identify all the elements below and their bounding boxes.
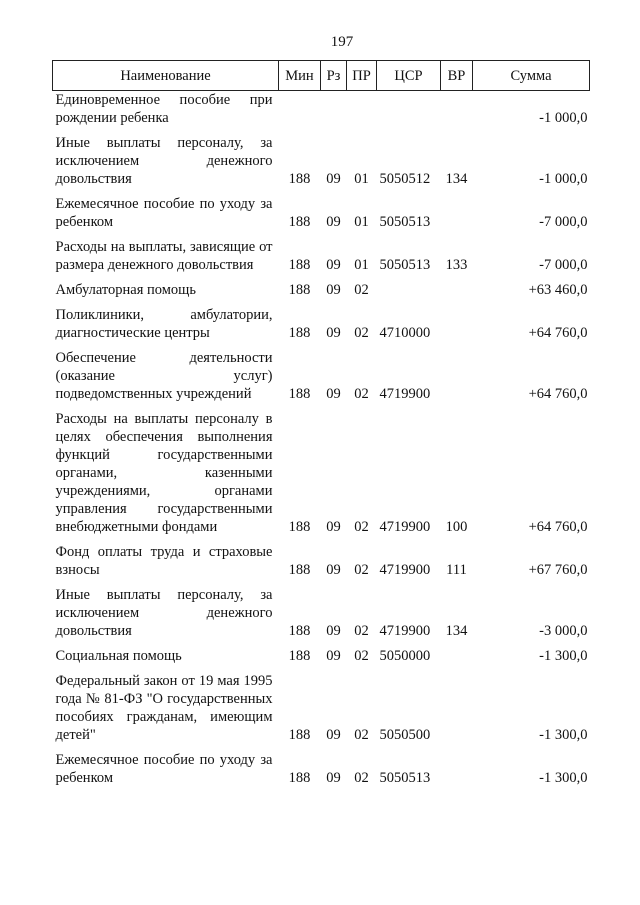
cell-csr: 5050513 [379, 257, 431, 273]
cell-rz: 09 [326, 519, 341, 535]
cell-rz: 09 [326, 282, 341, 298]
cell-sum: -7 000,0 [539, 214, 588, 230]
cell-vr [441, 744, 473, 787]
cell-csr: 4719900 [379, 562, 431, 578]
cell-vr [441, 188, 473, 231]
cell-vr: 134 [445, 171, 468, 187]
cell-pr: 02 [354, 648, 369, 664]
cell-vr [441, 665, 473, 744]
cell-min: 188 [288, 648, 311, 664]
cell-pr: 02 [354, 386, 369, 402]
budget-table [52, 60, 590, 787]
cell-csr: 5050000 [379, 648, 431, 664]
cell-rz: 09 [326, 562, 341, 578]
cell-min: 188 [288, 623, 311, 639]
cell-sum: +63 460,0 [528, 282, 588, 298]
cell-pr: 02 [354, 325, 369, 341]
table-row [53, 274, 590, 299]
cell-sum: +67 760,0 [528, 562, 588, 578]
cell-pr: 02 [354, 623, 369, 639]
cell-sum: -1 300,0 [539, 727, 588, 743]
cell-name: Федеральный закон от 19 мая 1995 года № 81-ФЗ "О государственных пособиях гражданам, имеющим детей" [55, 673, 273, 743]
header-csr: ЦСР [377, 61, 441, 91]
cell-pr [347, 91, 377, 128]
cell-sum: -1 000,0 [539, 171, 588, 187]
cell-csr: 4719900 [379, 386, 431, 402]
cell-vr: 111 [446, 562, 467, 578]
table-row [53, 744, 590, 787]
cell-vr [441, 342, 473, 403]
cell-name: Иные выплаты персоналу, за исключением денежного довольствия [55, 135, 273, 187]
cell-vr [441, 640, 473, 665]
cell-sum: +64 760,0 [528, 519, 588, 535]
table-row [53, 640, 590, 665]
table-header [53, 61, 590, 91]
cell-rz: 09 [326, 171, 341, 187]
cell-sum: +64 760,0 [528, 386, 588, 402]
cell-min: 188 [288, 257, 311, 273]
cell-rz [321, 91, 347, 128]
cell-rz: 09 [326, 648, 341, 664]
cell-csr [377, 274, 441, 299]
cell-name: Единовременное пособие при рождении ребенка [55, 92, 273, 126]
table-row [53, 299, 590, 342]
cell-name: Поликлиники, амбулатории, диагностические центры [55, 307, 273, 341]
cell-csr: 5050500 [379, 727, 431, 743]
table-row [53, 403, 590, 536]
cell-min: 188 [288, 171, 311, 187]
cell-rz: 09 [326, 727, 341, 743]
cell-csr: 5050512 [379, 171, 431, 187]
cell-rz: 09 [326, 770, 341, 786]
header-name: Наименование [53, 61, 279, 91]
cell-vr [441, 91, 473, 128]
cell-sum: -3 000,0 [539, 623, 588, 639]
cell-vr: 100 [445, 519, 468, 535]
cell-pr: 02 [354, 727, 369, 743]
cell-min: 188 [288, 282, 311, 298]
cell-pr: 02 [354, 519, 369, 535]
cell-vr: 134 [445, 623, 468, 639]
table-row [53, 665, 590, 744]
cell-pr: 01 [354, 171, 369, 187]
cell-min: 188 [288, 562, 311, 578]
cell-min: 188 [288, 214, 311, 230]
cell-min: 188 [288, 727, 311, 743]
cell-min [279, 91, 321, 128]
cell-csr: 5050513 [379, 770, 431, 786]
cell-rz: 09 [326, 386, 341, 402]
cell-csr: 4710000 [379, 325, 431, 341]
table-row [53, 342, 590, 403]
cell-min: 188 [288, 386, 311, 402]
cell-rz: 09 [326, 214, 341, 230]
cell-sum: -1 300,0 [539, 770, 588, 786]
cell-name: Иные выплаты персоналу, за исключением денежного довольствия [55, 587, 273, 639]
cell-name: Фонд оплаты труда и страховые взносы [55, 544, 273, 578]
cell-min: 188 [288, 325, 311, 341]
cell-min: 188 [288, 519, 311, 535]
cell-name: Обеспечение деятельности (оказание услуг) подведомственных учреждений [55, 350, 273, 402]
cell-sum: -7 000,0 [539, 257, 588, 273]
cell-name: Расходы на выплаты, зависящие от размера денежного довольствия [55, 239, 273, 273]
cell-rz: 09 [326, 325, 341, 341]
cell-pr: 02 [354, 562, 369, 578]
cell-pr: 02 [354, 282, 369, 298]
table-row [53, 579, 590, 640]
cell-sum: +64 760,0 [528, 325, 588, 341]
cell-pr: 01 [354, 257, 369, 273]
cell-sum: -1 000,0 [539, 110, 588, 126]
cell-vr: 133 [445, 257, 468, 273]
cell-vr [441, 299, 473, 342]
header-min: Мин [279, 61, 321, 91]
cell-name: Расходы на выплаты персоналу в целях обеспечения выполнения функций государственными органами, казенными учреждениями, органами управления государственными внебюджетными фондами [55, 411, 273, 535]
cell-name: Ежемесячное пособие по уходу за ребенком [55, 752, 273, 786]
header-pr: ПР [347, 61, 377, 91]
cell-name: Амбулаторная помощь [55, 282, 196, 298]
cell-pr: 02 [354, 770, 369, 786]
cell-sum: -1 300,0 [539, 648, 588, 664]
cell-csr: 4719900 [379, 623, 431, 639]
table-row [53, 127, 590, 188]
cell-min: 188 [288, 770, 311, 786]
table-row [53, 188, 590, 231]
header-rz: Рз [321, 61, 347, 91]
cell-rz: 09 [326, 257, 341, 273]
table-row [53, 231, 590, 274]
table-row [53, 91, 590, 128]
cell-csr: 4719900 [379, 519, 431, 535]
cell-csr [377, 91, 441, 128]
header-sum: Сумма [473, 61, 590, 91]
cell-name: Ежемесячное пособие по уходу за ребенком [55, 196, 273, 230]
cell-name: Социальная помощь [55, 648, 182, 664]
cell-rz: 09 [326, 623, 341, 639]
cell-pr: 01 [354, 214, 369, 230]
cell-vr [441, 274, 473, 299]
header-vr: ВР [441, 61, 473, 91]
page-number: 197 [330, 34, 354, 50]
cell-csr: 5050513 [379, 214, 431, 230]
table-body [53, 91, 590, 788]
table-row [53, 536, 590, 579]
